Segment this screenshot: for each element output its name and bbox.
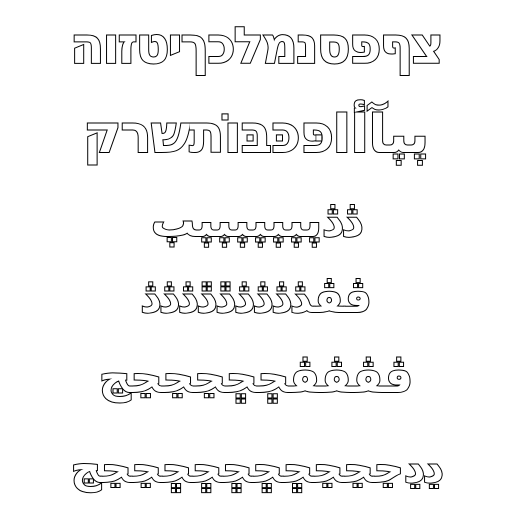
glyph-row-dotted-variants: ڨڤڎڎڎڎڐڐڎڎڎ <box>140 273 372 322</box>
glyph-row-jeem-dal-variants: ڍڍڃڃڃڇڇڇڇڇڃڃڃ <box>70 443 442 492</box>
glyph-row-qaf-jeem-variants: ڤڨڨڨڇڇڃڃڃڃ <box>98 352 414 403</box>
glyph-row-hebrew-letters: צףפסנמלכךיטזוה <box>70 17 442 75</box>
glyph-row-hebrew-arabic-mix: پپآأاפּכּבּוֹתשרק <box>83 105 429 165</box>
glyph-row-peh-variants: ڎڎپپپپپپپپ <box>150 196 362 247</box>
